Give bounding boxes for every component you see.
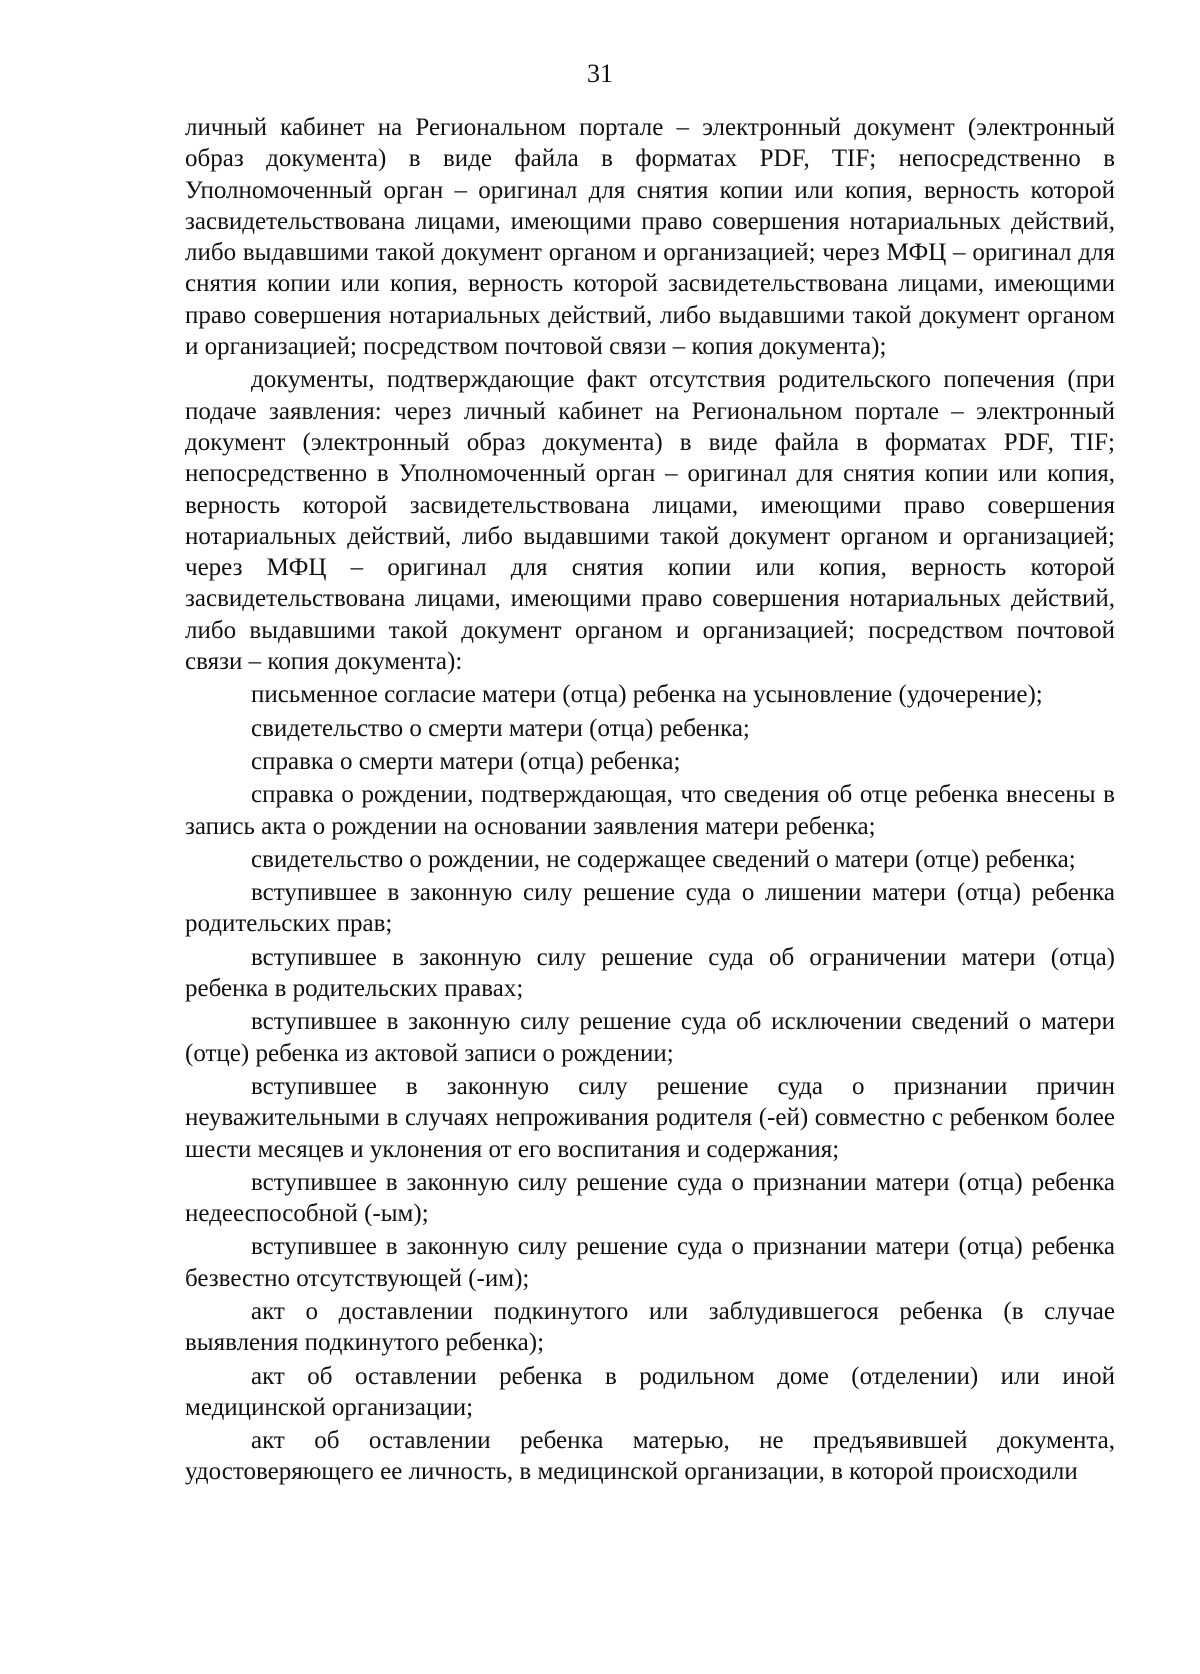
list-item: вступившее в законную силу решение суда о признании матери (отца) ребенка недееспособной (-ым); [185, 1168, 1115, 1228]
list-item: письменное согласие матери (отца) ребенка на усыновление (удочерение); [251, 681, 1043, 709]
list-item: акт об оставлении ребенка матерью, не предъявившей документа, удостоверяющего ее личность, в медицинской организации, в которой происходили [185, 1427, 1115, 1486]
list-item: вступившее в законную силу решение суда об ограничении матери (отца) ребенка в родительских правах; [185, 943, 1115, 1003]
paragraph: личный кабинет на Региональном портале – электронный документ (электронный образ документа) в виде файла в форматах PDF, TIF; непосредственно в Уполномоченный орган – оригинал для снятия копии или копия, верность которой засвидетельствована лицами, имеющими право совершения нотариальных действий, либо выдавшими такой документ органом и организацией; через МФЦ – оригинал для снятия копии или копия, верность которой засвидетельствована лицами, имеющими право совершения нотариальных действий, либо выдавшими такой документ органом и организацией; посредством почтовой связи – копия документа); [185, 114, 1115, 361]
list-item: справка о рождении, подтверждающая, что сведения об отце ребенка внесены в запись акта о рождении на основании заявления матери ребенка; [185, 781, 1115, 840]
list-item: акт о доставлении подкинутого или заблудившегося ребенка (в случае выявления подкинутого ребенка); [185, 1297, 1115, 1357]
list-item: свидетельство о рождении, не содержащее сведений о матери (отце) ребенка; [251, 845, 1076, 873]
list-item: справка о смерти матери (отца) ребенка; [251, 747, 681, 775]
list-item: вступившее в законную силу решение суда о лишении матери (отца) ребенка родительских прав; [185, 879, 1115, 938]
list-item: акт об оставлении ребенка в родильном доме (отделении) или иной медицинской организации; [185, 1362, 1115, 1421]
paragraph: документы, подтверждающие факт отсутствия родительского попечения (при подаче заявления: через личный кабинет на Региональном портале – электронный документ (электронный образ документа) в виде файла в форматах PDF, TIF; непосредственно в Уполномоченный орган – оригинал для снятия копии или копия, верность которой засвидетельствована лицами, имеющими право совершения нотариальных действий, либо выдавшими такой документ органом и организацией; через МФЦ – оригинал для снятия копии или копия, верность которой засвидетельствована лицами, имеющими право совершения нотариальных действий, либо выдавшими такой документ органом и организацией; посредством почтовой связи – копия документа): [185, 366, 1115, 676]
list-item: вступившее в законную силу решение суда об исключении сведений о матери (отце) ребенка из актовой записи о рождении; [185, 1008, 1115, 1067]
page-number: 31 [587, 59, 613, 88]
list-item: вступившее в законную силу решение суда о признании причин неуважительными в случаях непроживания родителя (-ей) совместно с ребенком более шести месяцев и уклонения от его воспитания и содержания; [185, 1072, 1115, 1163]
list-item: свидетельство о смерти матери (отца) ребенка; [251, 714, 750, 742]
document-body [185, 112, 1115, 1490]
list-item: вступившее в законную силу решение суда о признании матери (отца) ребенка безвестно отсутствующей (-им); [185, 1233, 1115, 1292]
